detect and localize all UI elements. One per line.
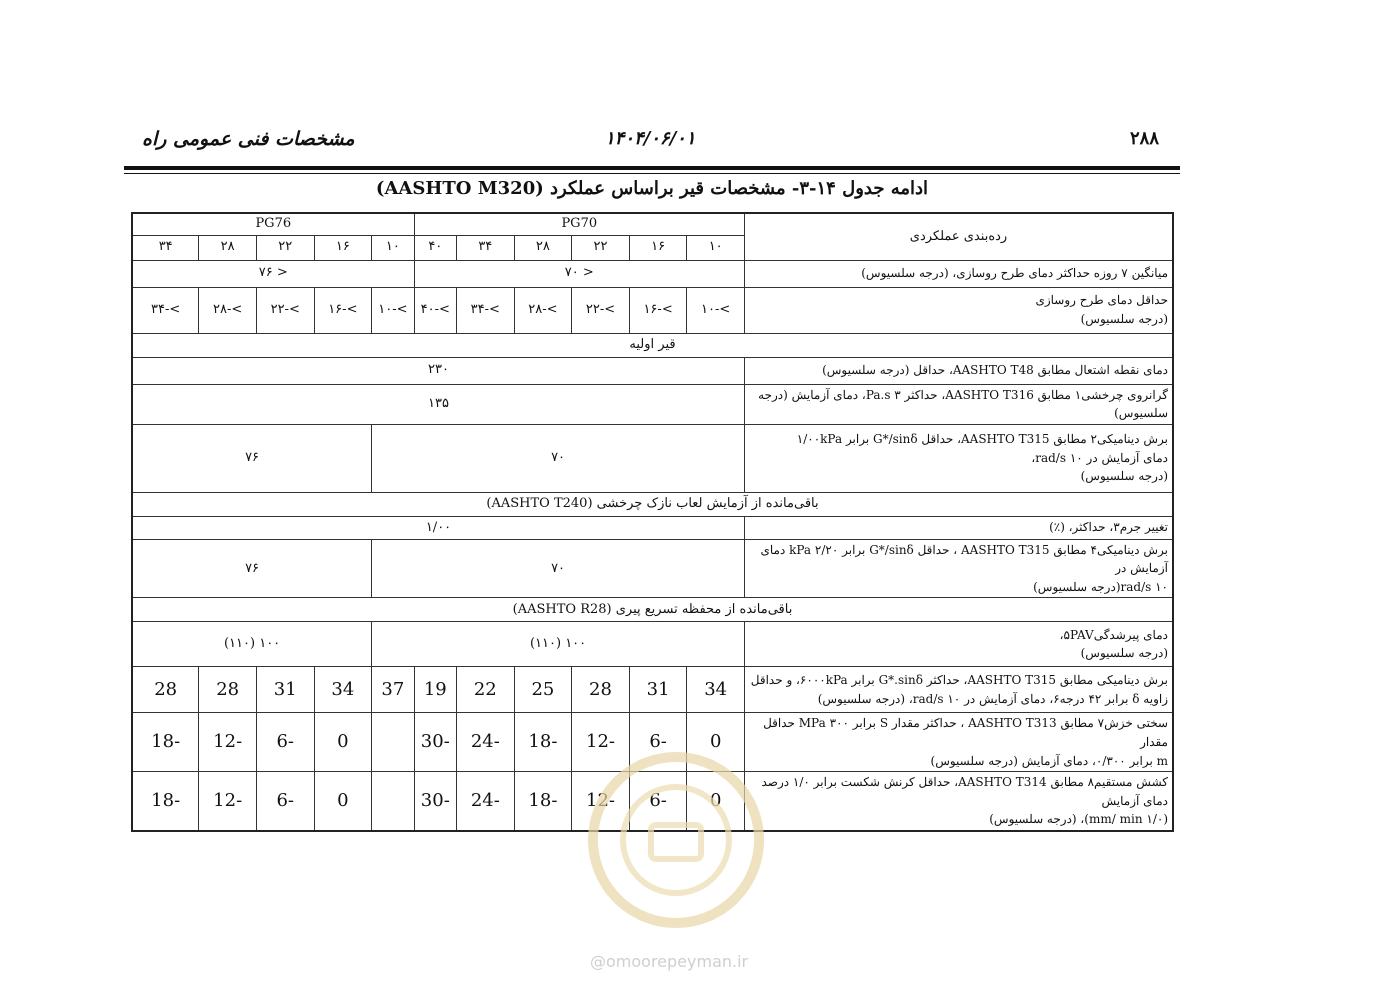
book-title: مشخصات فنی عمومی راه: [142, 128, 355, 150]
bbr-cell: -6: [256, 713, 314, 772]
dsr2-pg70: ۷۰: [372, 539, 745, 598]
dtt-label-line2: (۱/۰ mm/ min)، (درجه سلسیوس): [989, 812, 1168, 827]
dsr3-label-line2: زاویه δ برابر ۴۲ درجه۶، دمای آزمایش در ۱۰ rad/s، (درجه سلسیوس): [817, 691, 1168, 706]
table-row: [132, 260, 1173, 287]
bbr-cell: -30: [414, 713, 456, 772]
watermark-seal-icon: [588, 752, 764, 928]
avg-max-pg70: < ۷۰: [414, 260, 744, 287]
dsr1-pg70: ۷۰: [372, 424, 745, 492]
grade-label: رده‌بندی عملکردی: [744, 213, 1173, 260]
min-cell: >-۱۰: [687, 287, 745, 333]
watermark-gear-icon: [648, 822, 704, 862]
grade-cell: ۲۸: [514, 235, 572, 260]
table-row: [132, 598, 1173, 622]
bbr-cell: [372, 713, 414, 772]
watermark-site: @omoorepeyman.ir: [590, 952, 749, 971]
pav-label-line1: دمای پیرشدگی۵PAV،: [1059, 627, 1168, 642]
dsr3-cell: 19: [414, 667, 456, 713]
bbr-cell: -6: [629, 713, 687, 772]
flash-point-value: ۲۳۰: [132, 357, 744, 384]
grade-cell: ۴۰: [414, 235, 456, 260]
bbr-cell: -12: [572, 713, 630, 772]
min-cell: >-۴۰: [414, 287, 456, 333]
binder-spec-table: [131, 212, 1174, 832]
dtt-label: [744, 772, 1173, 831]
dsr3-cell: 28: [199, 667, 257, 713]
dtt-cell: -12: [199, 772, 257, 831]
dsr3-cell: 34: [314, 667, 372, 713]
pav-label: [744, 622, 1173, 667]
dtt-cell: -18: [514, 772, 572, 831]
dsr3-cell: 28: [572, 667, 630, 713]
grade-cell: ۱۶: [314, 235, 372, 260]
table-row: [132, 287, 1173, 333]
min-cell: >-۱۰: [372, 287, 414, 333]
dtt-cell: -24: [457, 772, 515, 831]
min-design-label: [744, 287, 1173, 333]
viscosity-value: ۱۳۵: [132, 384, 744, 424]
pg70-header: PG70: [414, 213, 744, 235]
min-cell: >-۱۶: [314, 287, 372, 333]
pav-pg76: ۱۰۰ (۱۱۰): [132, 622, 372, 667]
bbr-cell: -12: [199, 713, 257, 772]
min-cell: >-۳۴: [457, 287, 515, 333]
dsr2-pg76: ۷۶: [132, 539, 372, 598]
bbr-cell: -18: [132, 713, 199, 772]
dtt-cell: -12: [572, 772, 630, 831]
original-binder-section: قیر اولیه: [132, 333, 1173, 357]
min-design-label-line1: حداقل دمای طرح روسازی: [1035, 293, 1168, 308]
dtt-cell: -6: [629, 772, 687, 831]
pg76-header: PG76: [132, 213, 414, 235]
header-rule-thin: [124, 173, 1180, 174]
grade-cell: ۱۶: [629, 235, 687, 260]
bbr-label: [744, 713, 1173, 772]
dsr3-label-line1: برش دینامیکی مطابق AASHTO T315، حداکثر G*.sinδ برابر ۶۰۰۰kPa، و حداقل: [750, 673, 1168, 688]
bbr-cell: 0: [687, 713, 745, 772]
table-row: [132, 424, 1173, 492]
bbr-cell: 0: [314, 713, 372, 772]
dtt-cell: [372, 772, 414, 831]
min-cell: >-۲۲: [572, 287, 630, 333]
dsr1-label: [744, 424, 1173, 492]
dsr3-cell: 31: [256, 667, 314, 713]
dtt-cell: -18: [132, 772, 199, 831]
grade-cell: ۲۲: [256, 235, 314, 260]
avg-max-pg76: < ۷۶: [132, 260, 414, 287]
grade-cell: ۲۲: [572, 235, 630, 260]
page-number: ۲۸۸: [1130, 128, 1160, 149]
dsr3-cell: 22: [457, 667, 515, 713]
pav-section: باقی‌مانده از محفظه تسریع پیری (AASHTO R28): [132, 598, 1173, 622]
table-row: [132, 667, 1173, 713]
table-row: [132, 492, 1173, 516]
dsr1-pg76: ۷۶: [132, 424, 372, 492]
table-row: [132, 516, 1173, 539]
pav-pg70: ۱۰۰ (۱۱۰): [372, 622, 745, 667]
min-cell: >-۳۴: [132, 287, 199, 333]
bbr-cell: -24: [457, 713, 515, 772]
dtt-cell: -6: [256, 772, 314, 831]
viscosity-label: گرانروی چرخشی۱ مطابق AASHTO T316، حداکثر Pa.s ۳، دمای آزمایش (درجه سلسیوس): [744, 384, 1173, 424]
dtt-cell: 0: [314, 772, 372, 831]
grade-cell: ۳۴: [132, 235, 199, 260]
min-design-label-line2: (درجه سلسیوس): [1080, 312, 1168, 326]
dtt-cell: 0: [687, 772, 745, 831]
bbr-cell: -18: [514, 713, 572, 772]
grade-cell: ۲۸: [199, 235, 257, 260]
grade-cell: ۳۴: [457, 235, 515, 260]
table-row: [132, 622, 1173, 667]
dsr3-cell: 31: [629, 667, 687, 713]
min-cell: >-۲۸: [199, 287, 257, 333]
min-cell: >-۲۸: [514, 287, 572, 333]
bbr-label-line2: m برابر ۰/۳۰۰، دمای آزمایش (درجه سلسیوس): [930, 753, 1168, 768]
rtfo-section: باقی‌مانده از آزمایش لعاب نازک چرخشی (AASHTO T240): [132, 492, 1173, 516]
table-title: ادامه جدول ۱۴-۳- مشخصات قیر براساس عملکرد (AASHTO M320): [375, 178, 929, 199]
mass-change-value: ۱/۰۰: [132, 516, 744, 539]
dsr2-label: [744, 539, 1173, 598]
table-row: [132, 384, 1173, 424]
table-row: [132, 539, 1173, 598]
pav-label-line2: (درجه سلسیوس): [1080, 646, 1168, 661]
dsr1-label-line2: دمای آزمایش در ۱۰ rad/s،: [1031, 450, 1168, 465]
dsr2-label-line1: برش دینامیکی۴ مطابق AASHTO T315 ، حداقل G*/sinδ برابر ۲/۲۰ kPa دمای آزمایش در: [760, 542, 1168, 576]
table-row: [132, 357, 1173, 384]
bbr-label-line1: سختی خزش۷ مطابق AASHTO T313 ، حداکثر مقدار S برابر ۳۰۰ MPa حداقل مقدار: [763, 716, 1168, 750]
dsr3-cell: 25: [514, 667, 572, 713]
flash-point-label: دمای نقطه اشتعال مطابق AASHTO T48، حداقل (درجه سلسیوس): [744, 357, 1173, 384]
dtt-label-line1: کشش مستقیم۸ مطابق AASHTO T314، حداقل کرنش شکست برابر ۱/۰ درصد دمای آزمایش: [761, 775, 1168, 808]
dtt-cell: -30: [414, 772, 456, 831]
document-code: ۱۴۰۴/۰۶/۰۱: [605, 128, 696, 149]
dsr3-cell: 28: [132, 667, 199, 713]
dsr2-label-line2: ۱۰ rad/s(درجه سلسیوس): [1033, 579, 1168, 594]
dsr1-label-line3: (درجه سلسیوس): [1080, 469, 1168, 484]
dsr1-label-line1: برش دینامیکی۲ مطابق AASHTO T315، حداقل G*/sinδ برابر ۱/۰۰kPa: [796, 432, 1168, 447]
min-cell: >-۲۲: [256, 287, 314, 333]
grade-cell: ۱۰: [687, 235, 745, 260]
mass-change-label: تغییر جرم۳، حداکثر، (٪): [744, 516, 1173, 539]
avg-max-label: میانگین ۷ روزه حداکثر دمای طرح روسازی، (درجه سلسیوس): [744, 260, 1173, 287]
min-cell: >-۱۶: [629, 287, 687, 333]
dsr3-cell: 34: [687, 667, 745, 713]
dsr3-label: [744, 667, 1173, 713]
table-row: [132, 333, 1173, 357]
header-rule-thick: [124, 166, 1180, 170]
grade-cell: ۱۰: [372, 235, 414, 260]
table-row: [132, 213, 1173, 235]
dsr3-cell: 37: [372, 667, 414, 713]
